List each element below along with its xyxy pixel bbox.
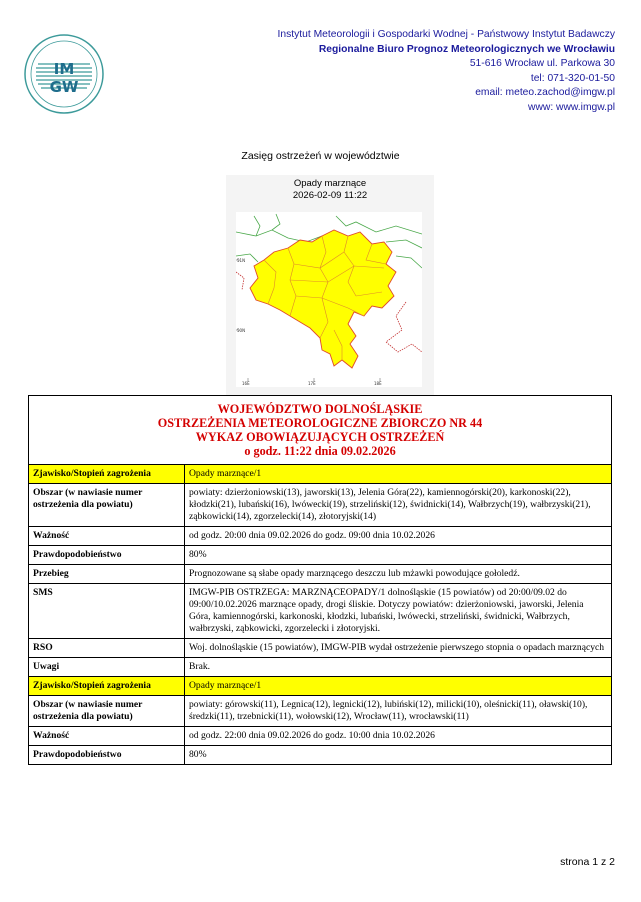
warning2-probability: 80% bbox=[185, 746, 612, 765]
warning1-validity: od godz. 20:00 dnia 09.02.2026 do godz. 09:00 dnia 10.02.2026 bbox=[185, 527, 612, 546]
region-map-svg bbox=[236, 212, 422, 387]
lat-label-51: 51N bbox=[237, 258, 246, 263]
warning1-area: powiaty: dzierżoniowski(13), jaworski(13), Jelenia Góra(22), kamiennogórski(20), karkonoski(22), kłodzki(21), lubański(16), lwówecki(19), strzeliński(12), świdnicki(14), Wałbrzych(19), wałbrzyski(21), ząbkowicki(14), zgorzelecki(14), złotoryjski(14) bbox=[185, 484, 612, 527]
warning-map bbox=[226, 175, 434, 395]
warning2-validity-row bbox=[29, 727, 612, 746]
warning1-probability-row bbox=[29, 546, 612, 565]
title-line-warnings: OSTRZEŻENIA METEOROLOGICZNE ZBIORCZO NR 44 bbox=[157, 416, 483, 430]
warning1-probability: 80% bbox=[185, 546, 612, 565]
logo-text-top: IM bbox=[53, 60, 75, 78]
warning1-area-row bbox=[29, 484, 612, 527]
website[interactable]: www: www.imgw.pl bbox=[528, 101, 615, 113]
warning2-area: powiaty: górowski(11), Legnica(12), legnicki(12), lubiński(12), milicki(10), oleśnicki(11), oławski(10), średzki(11), trzebnicki(11), wołowski(12), Wrocław(11), wrocławski(11) bbox=[185, 696, 612, 727]
warning1-phenomenon-row bbox=[29, 465, 612, 484]
lon-label-18: 18E bbox=[374, 381, 382, 386]
logo-text-bottom: GW bbox=[49, 78, 79, 96]
label-obszar: Obszar (w nawiasie numer ostrzeżenia dla powiatu) bbox=[29, 484, 185, 527]
voivodeship-area bbox=[250, 230, 396, 368]
warning1-rso-row bbox=[29, 639, 612, 658]
bureau-name: Regionalne Biuro Prognoz Meteorologicznych we Wrocławiu bbox=[318, 43, 615, 55]
warning2-area-row bbox=[29, 696, 612, 727]
email[interactable]: email: meteo.zachod@imgw.pl bbox=[475, 87, 615, 99]
label-przebieg: Przebieg bbox=[29, 565, 185, 584]
warning1-sms-row bbox=[29, 584, 612, 639]
imgw-logo bbox=[24, 34, 104, 114]
warning1-course: Prognozowane są słabe opady marznącego deszczu lub mżawki powodujące gołoledź. bbox=[185, 565, 612, 584]
label-obszar-2: Obszar (w nawiasie numer ostrzeżenia dla powiatu) bbox=[29, 696, 185, 727]
label-prawdopodobienstwo-2: Prawdopodobieństwo bbox=[29, 746, 185, 765]
phone: tel: 071-320-01-50 bbox=[530, 72, 615, 84]
label-sms: SMS bbox=[29, 584, 185, 639]
warning2-validity: od godz. 22:00 dnia 09.02.2026 do godz. 10:00 dnia 10.02.2026 bbox=[185, 727, 612, 746]
warning2-phenomenon: Opady marznące/1 bbox=[185, 677, 612, 696]
warning1-remarks-row bbox=[29, 658, 612, 677]
title-line-time: o godz. 11:22 dnia 09.02.2026 bbox=[244, 444, 396, 458]
label-zjawisko: Zjawisko/Stopień zagrożenia bbox=[29, 465, 185, 484]
warning1-course-row bbox=[29, 565, 612, 584]
warning2-probability-row bbox=[29, 746, 612, 765]
warning2-phenomenon-row bbox=[29, 677, 612, 696]
warning1-phenomenon: Opady marznące/1 bbox=[185, 465, 612, 484]
map-datetime: 2026-02-09 11:22 bbox=[292, 189, 368, 201]
label-waznosc: Ważność bbox=[29, 527, 185, 546]
title-line-voivodeship: WOJEWÓDZTWO DOLNOŚLĄSKIE bbox=[217, 402, 423, 416]
lat-label-50: 50N bbox=[237, 328, 246, 333]
warning1-validity-row bbox=[29, 527, 612, 546]
lon-label-17: 17E bbox=[308, 381, 316, 386]
map-caption bbox=[226, 178, 434, 201]
label-zjawisko-2: Zjawisko/Stopień zagrożenia bbox=[29, 677, 185, 696]
label-prawdopodobienstwo: Prawdopodobieństwo bbox=[29, 546, 185, 565]
warning-table bbox=[28, 395, 612, 765]
page-number: strona 1 z 2 bbox=[560, 856, 615, 868]
lon-label-16: 16E bbox=[242, 381, 250, 386]
institute-name: Instytut Meteorologii i Gospodarki Wodnej - Państwowy Instytut Badawczy bbox=[277, 29, 615, 40]
institution-header bbox=[278, 28, 615, 116]
warning1-remarks: Brak. bbox=[185, 658, 612, 677]
warning1-rso: Woj. dolnośląskie (15 powiatów), IMGW-PIB wydał ostrzeżenie pierwszego stopnia o opadach marznących bbox=[185, 639, 612, 658]
warning1-sms: IMGW-PIB OSTRZEGA: MARZNĄCEOPADY/1 dolnośląskie (15 powiatów) od 20:00/09.02 do 09:00/10.02.2026 marznące opady, drogi śliskie. Dotyczy powiatów: dzierżoniowski, jaworski, Jelenia Góra, kamiennogórski, karkonoski, kłodzki, lubański, lwówecki, strzeliński, świdnicki, Wałbrzych, wałbrzyski, ząbkowicki, zgorzelecki i złotoryjski. bbox=[185, 584, 612, 639]
document-title bbox=[29, 396, 612, 465]
title-row bbox=[29, 396, 612, 465]
map-subtitle: Opady marznące bbox=[293, 178, 367, 189]
label-waznosc-2: Ważność bbox=[29, 727, 185, 746]
label-uwagi: Uwagi bbox=[29, 658, 185, 677]
map-section-title: Zasięg ostrzeżeń w województwie bbox=[241, 150, 400, 162]
address: 51-616 Wrocław ul. Parkowa 30 bbox=[469, 58, 615, 70]
title-line-list: WYKAZ OBOWIĄZUJĄCYCH OSTRZEŻEŃ bbox=[195, 430, 445, 444]
label-rso: RSO bbox=[29, 639, 185, 658]
